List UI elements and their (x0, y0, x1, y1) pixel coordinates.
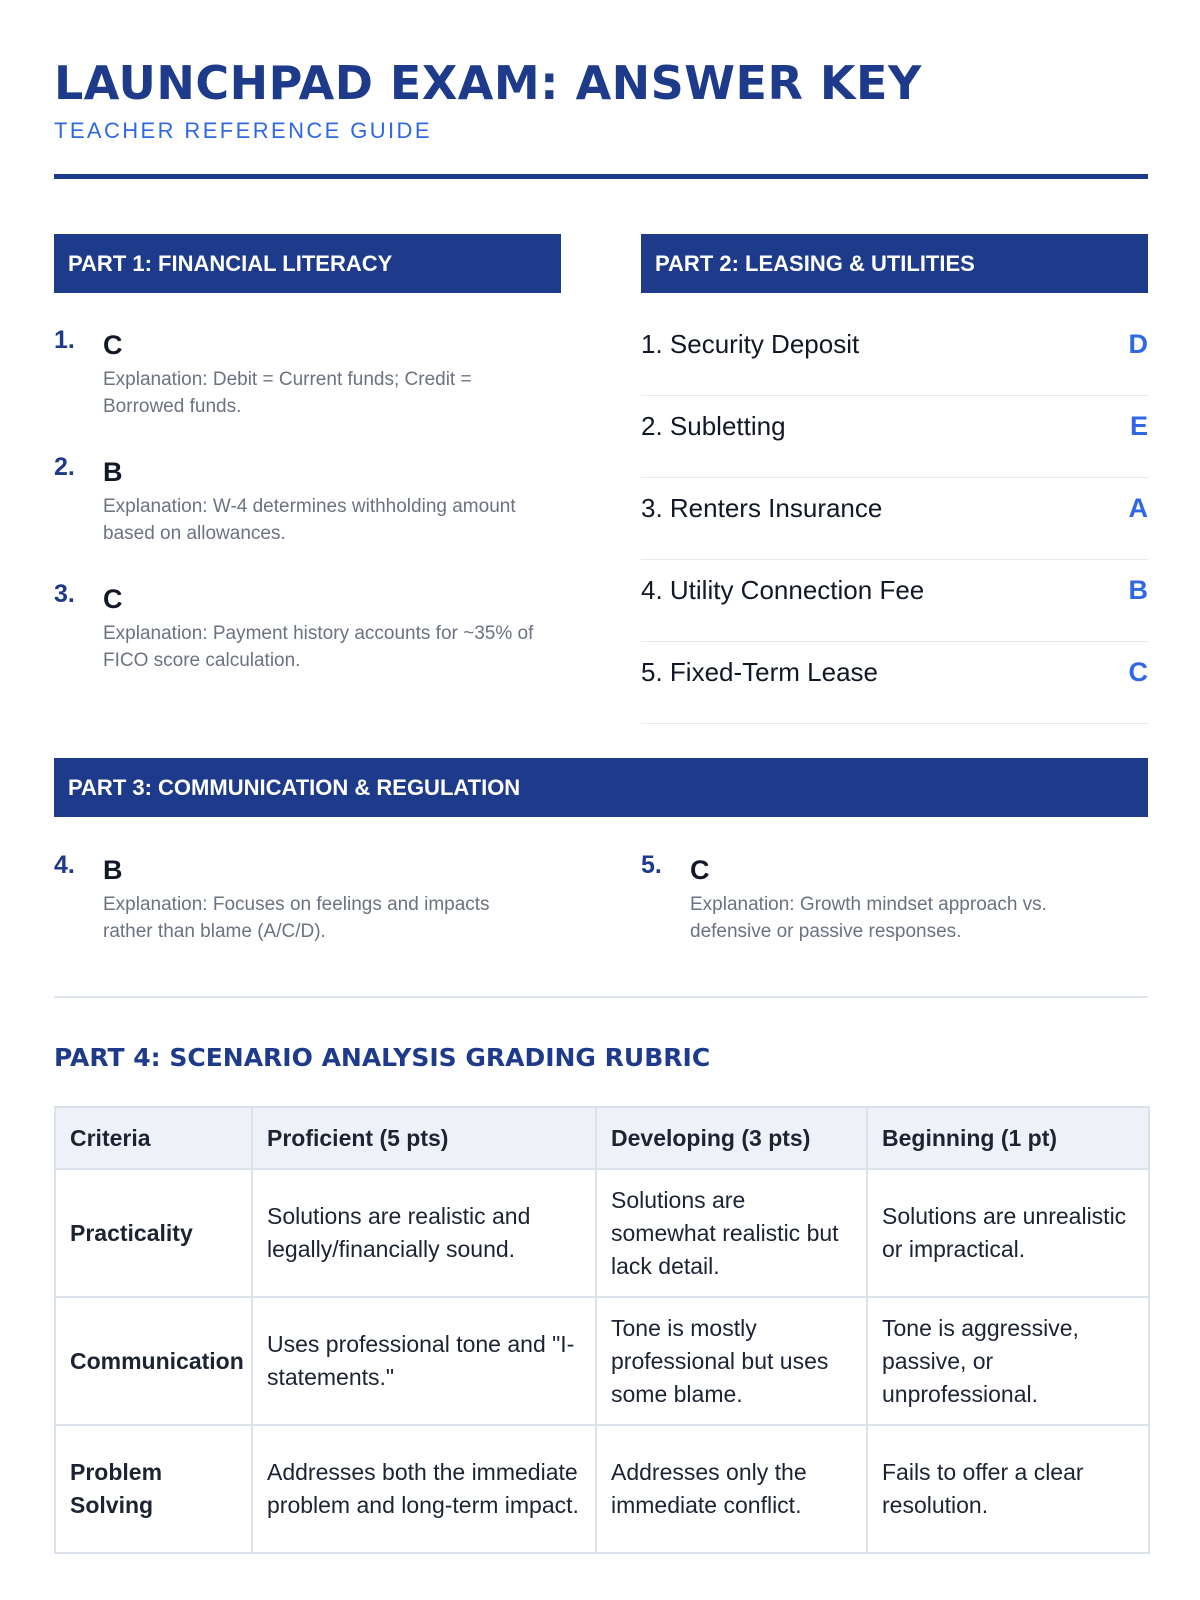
section-divider (54, 996, 1148, 998)
grading-rubric-table (54, 1106, 1150, 1554)
item-answer: C (103, 330, 123, 360)
page-title: LAUNCHPAD EXAM: ANSWER KEY (54, 56, 922, 110)
column-header-criteria: Criteria (55, 1107, 252, 1169)
proficient-cell: Solutions are realistic and legally/financially sound. (252, 1169, 596, 1297)
table-header-row (55, 1107, 1149, 1169)
title-divider (54, 174, 1148, 179)
match-term: 5. Fixed-Term Lease (641, 657, 878, 687)
part2-heading: PART 2: LEASING & UTILITIES (641, 234, 1148, 293)
item-explanation: Explanation: Debit = Current funds; Credit = Borrowed funds. (103, 369, 472, 417)
developing-cell: Solutions are somewhat realistic but lack detail. (596, 1169, 867, 1297)
column-header-beginning: Beginning (1 pt) (867, 1107, 1149, 1169)
item-number: 5. (641, 851, 662, 879)
item-explanation: Explanation: Growth mindset approach vs. defensive or passive responses. (690, 894, 1047, 942)
match-term: 1. Security Deposit (641, 329, 860, 359)
proficient-cell: Uses professional tone and "I-statements." (252, 1297, 596, 1425)
item-number: 1. (54, 326, 75, 354)
developing-cell: Addresses only the immediate conflict. (596, 1425, 867, 1553)
column-header-developing: Developing (3 pts) (596, 1107, 867, 1169)
item-number: 2. (54, 453, 75, 481)
item-explanation: Explanation: Payment history accounts for ~35% of FICO score calculation. (103, 623, 534, 671)
part2-row-1 (641, 315, 1148, 396)
part3-item-4 (54, 851, 561, 951)
match-answer: B (1128, 575, 1148, 605)
item-explanation: Explanation: Focuses on feelings and impacts rather than blame (A/C/D). (103, 894, 490, 942)
match-answer: A (1128, 493, 1148, 523)
match-answer: E (1129, 411, 1148, 441)
criteria-cell: Practicality (55, 1169, 252, 1297)
criteria-cell: Problem Solving (55, 1425, 252, 1553)
match-answer: D (1128, 329, 1148, 359)
proficient-cell: Addresses both the immediate problem and long-term impact. (252, 1425, 596, 1553)
part2-row-2 (641, 397, 1148, 478)
item-explanation: Explanation: W-4 determines withholding amount based on allowances. (103, 496, 516, 544)
part1-item-2 (54, 453, 561, 553)
item-number: 4. (54, 851, 75, 879)
part1-heading: PART 1: FINANCIAL LITERACY (54, 234, 561, 293)
part3-heading: PART 3: COMMUNICATION & REGULATION (54, 758, 1148, 817)
table-row (55, 1425, 1149, 1553)
item-answer: C (690, 855, 710, 885)
table-row (55, 1297, 1149, 1425)
rubric-title: PART 4: SCENARIO ANALYSIS GRADING RUBRIC (54, 1043, 711, 1072)
column-header-proficient: Proficient (5 pts) (252, 1107, 596, 1169)
developing-cell: Tone is mostly professional but uses some blame. (596, 1297, 867, 1425)
match-term: 4. Utility Connection Fee (641, 575, 925, 605)
part3-item-5 (641, 851, 1148, 951)
table-row (55, 1169, 1149, 1297)
beginning-cell: Solutions are unrealistic or impractical. (867, 1169, 1149, 1297)
criteria-cell: Communication (55, 1297, 252, 1425)
match-term: 3. Renters Insurance (641, 493, 883, 523)
item-answer: C (103, 584, 123, 614)
item-number: 3. (54, 580, 75, 608)
item-answer: B (103, 855, 123, 885)
part2-row-5 (641, 643, 1148, 724)
part1-item-1 (54, 326, 561, 426)
part2-row-4 (641, 561, 1148, 642)
page-subtitle: TEACHER REFERENCE GUIDE (54, 118, 432, 143)
match-term: 2. Subletting (641, 411, 786, 441)
beginning-cell: Tone is aggressive, passive, or unprofessional. (867, 1297, 1149, 1425)
match-answer: C (1128, 657, 1148, 687)
part1-item-3 (54, 580, 561, 680)
part2-row-3 (641, 479, 1148, 560)
item-answer: B (103, 457, 123, 487)
beginning-cell: Fails to offer a clear resolution. (867, 1425, 1149, 1553)
